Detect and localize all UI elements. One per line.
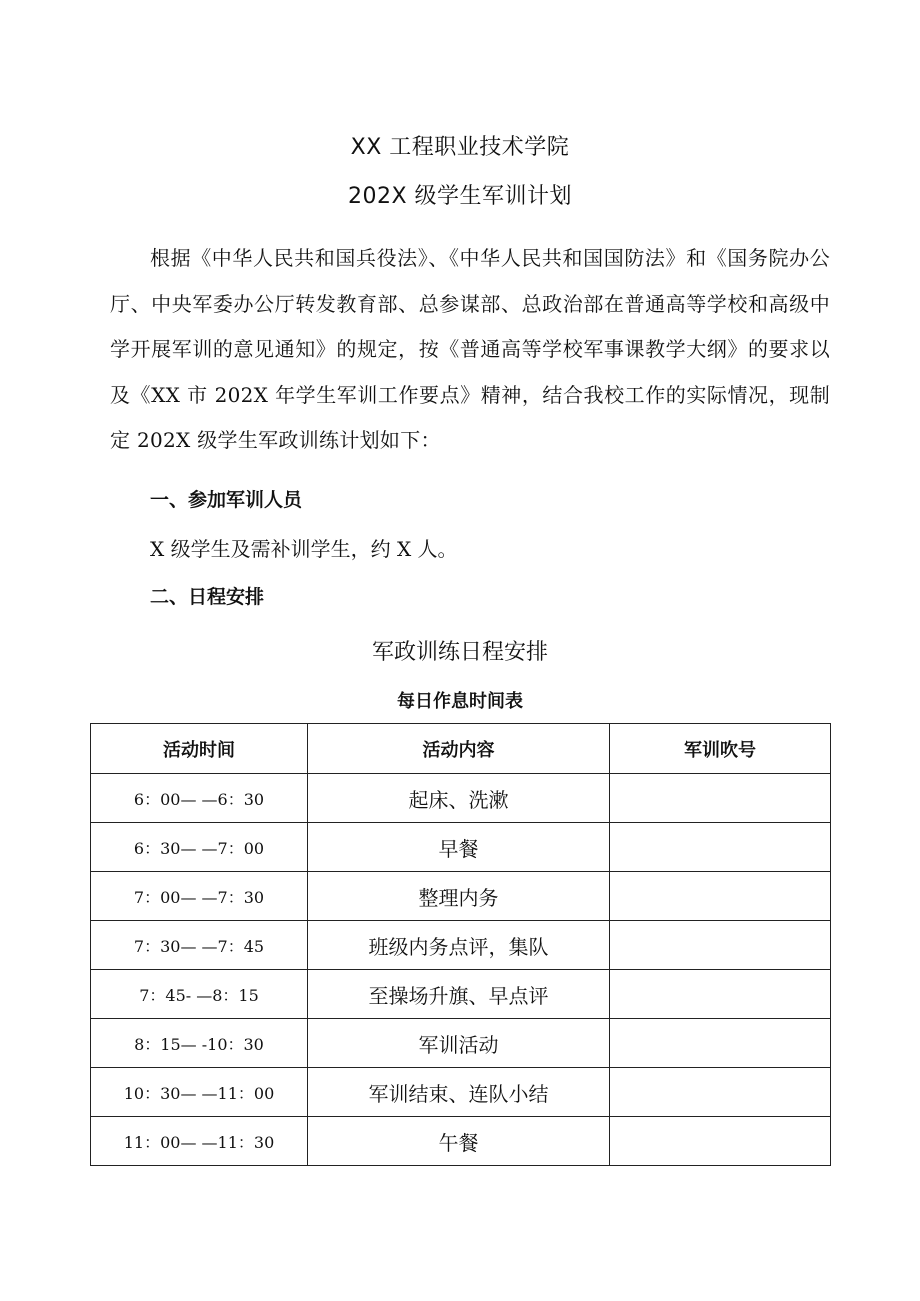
time-cell: 6：00— —6：30 bbox=[91, 774, 308, 823]
table-row bbox=[91, 774, 831, 823]
bugle-cell bbox=[610, 921, 831, 970]
table-row bbox=[91, 1068, 831, 1117]
table-caption: 每日作息时间表 bbox=[397, 691, 523, 712]
section-heading-participants: 一、参加军训人员 bbox=[150, 489, 303, 511]
time-cell: 8：15— -10：30 bbox=[91, 1019, 308, 1068]
bugle-cell bbox=[610, 774, 831, 823]
header-time: 活动时间 bbox=[91, 724, 308, 774]
bugle-cell bbox=[610, 1019, 831, 1068]
time-cell: 7：30— —7：45 bbox=[91, 921, 308, 970]
bugle-cell bbox=[610, 1117, 831, 1166]
schedule-title: 军政训练日程安排 bbox=[371, 640, 548, 665]
activity-cell: 班级内务点评，集队 bbox=[308, 921, 610, 970]
table-row bbox=[91, 1019, 831, 1068]
time-cell: 10：30— —11：00 bbox=[91, 1068, 308, 1117]
activity-cell: 午餐 bbox=[308, 1117, 610, 1166]
participants-text: X 级学生及需补训学生，约 X 人。 bbox=[150, 537, 458, 561]
bugle-cell bbox=[610, 970, 831, 1019]
table-header-row bbox=[91, 724, 831, 774]
section-heading-schedule: 二、日程安排 bbox=[150, 586, 265, 608]
bugle-cell bbox=[610, 1068, 831, 1117]
table-row bbox=[91, 1117, 831, 1166]
daily-schedule-table bbox=[90, 723, 831, 1166]
activity-cell: 起床、洗漱 bbox=[308, 774, 610, 823]
table-row bbox=[91, 921, 831, 970]
time-cell: 7：00— —7：30 bbox=[91, 872, 308, 921]
header-bugle: 军训吹号 bbox=[610, 724, 831, 774]
header-activity: 活动内容 bbox=[308, 724, 610, 774]
table-row bbox=[91, 970, 831, 1019]
activity-cell: 整理内务 bbox=[308, 872, 610, 921]
plan-title: 202X 级学生军训计划 bbox=[347, 184, 573, 209]
time-cell: 7：45- —8：15 bbox=[91, 970, 308, 1019]
time-cell: 6：30— —7：00 bbox=[91, 823, 308, 872]
table-row bbox=[91, 823, 831, 872]
table-row bbox=[91, 872, 831, 921]
activity-cell: 早餐 bbox=[308, 823, 610, 872]
bugle-cell bbox=[610, 823, 831, 872]
activity-cell: 至操场升旗、早点评 bbox=[308, 970, 610, 1019]
activity-cell: 军训结束、连队小结 bbox=[308, 1068, 610, 1117]
school-title: XX 工程职业技术学院 bbox=[350, 135, 570, 160]
bugle-cell bbox=[610, 872, 831, 921]
activity-cell: 军训活动 bbox=[308, 1019, 610, 1068]
time-cell: 11：00— —11：30 bbox=[91, 1117, 308, 1166]
intro-paragraph: 根据《中华人民共和国兵役法》、《中华人民共和国国防法》和《国务院办公厅、中央军委办公厅转发教育部、总参谋部、总政治部在普通高等学校和高级中学开展军训的意见通知》的规定，按《普通高等学校军事课教学大纲》的要求以及《XX 市 202X 年学生军训工作要点》精神，结合我校工作的实际情况，现制定 202X 级学生军政训练计划如下： bbox=[110, 246, 830, 453]
